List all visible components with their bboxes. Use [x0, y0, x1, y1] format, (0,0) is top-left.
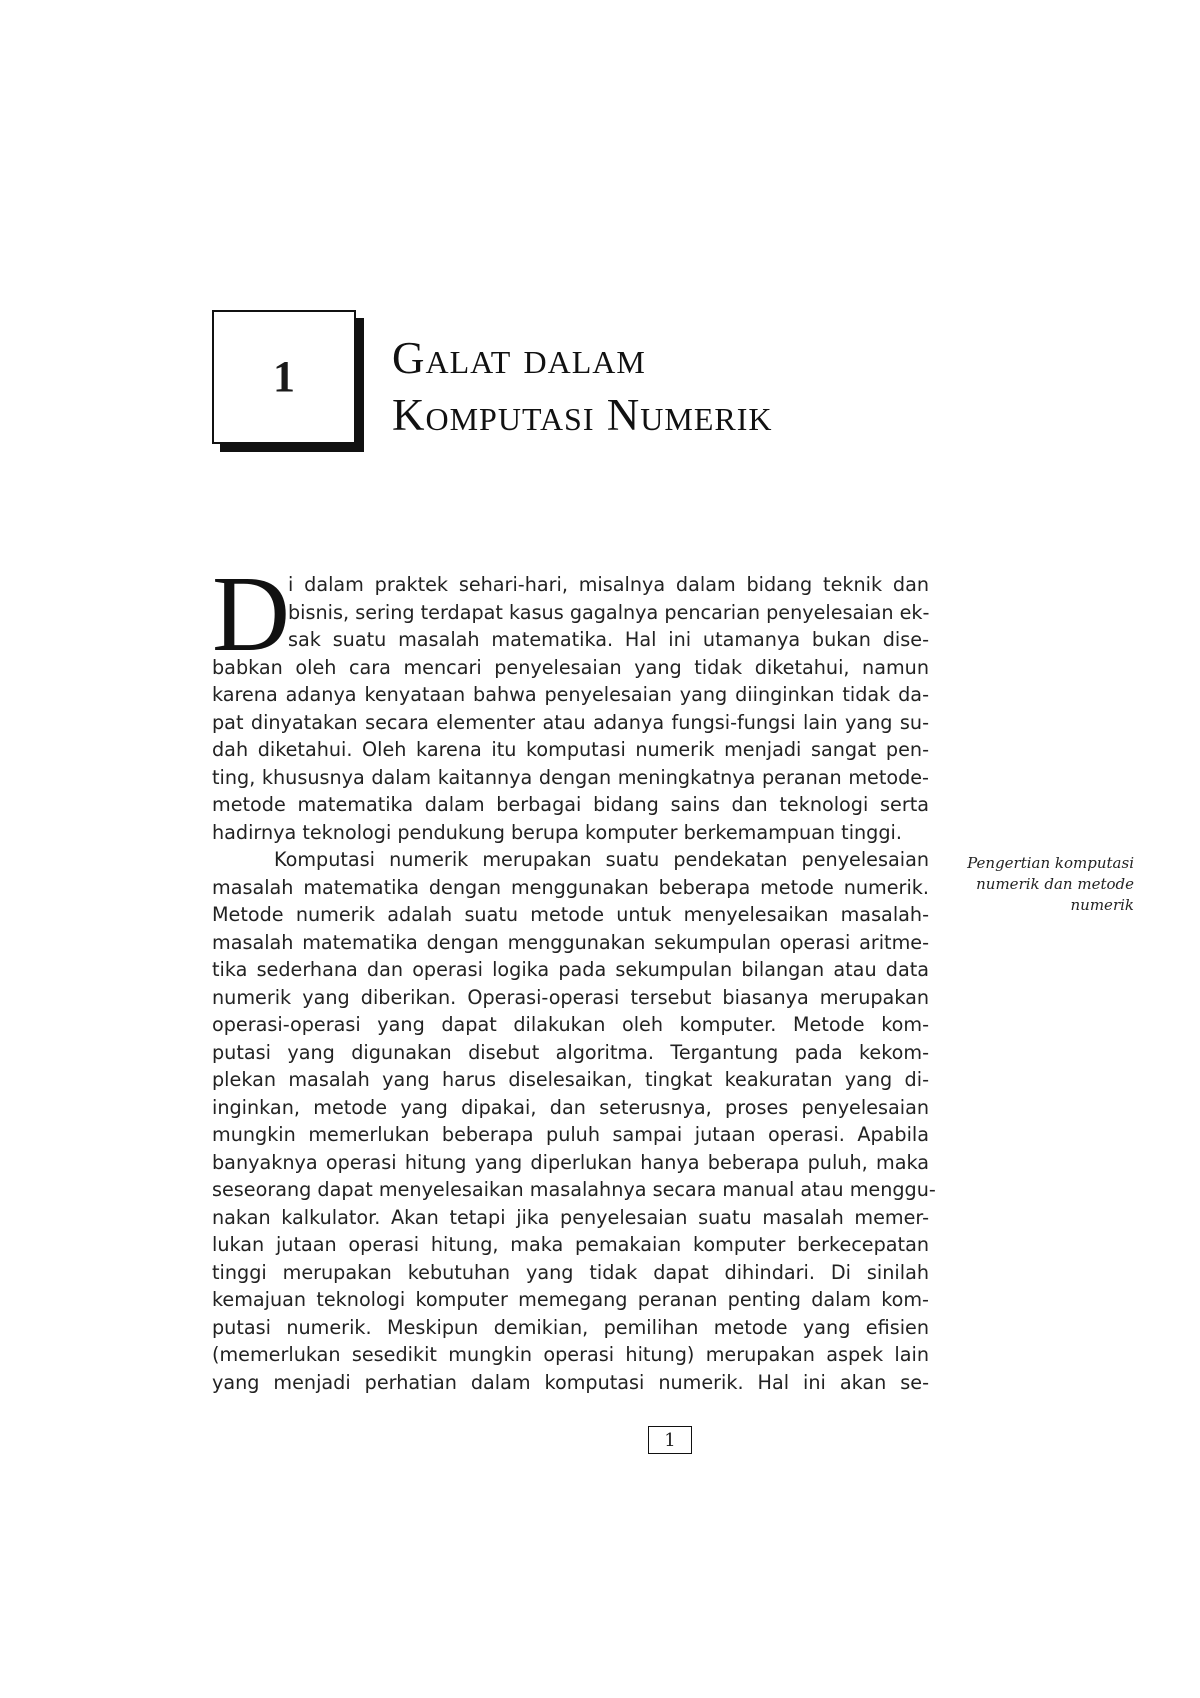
body-line: yang menjadi perhatian dalam komputasi numerik. Hal ini akan se- [212, 1370, 929, 1394]
chapter-number: 1 [273, 352, 295, 401]
page-number: 1 [648, 1426, 692, 1454]
body-line: pat dinyatakan secara elementer atau adanya fungsi-fungsi lain yang su- [212, 710, 929, 734]
body-line: seseorang dapat menyelesaikan masalahnya secara manual atau menggu- [212, 1178, 936, 1201]
body-line: hadirnya teknologi pendukung berupa komputer berkemampuan tinggi. [212, 820, 902, 844]
body-line: metode matematika dalam berbagai bidang sains dan teknologi serta [212, 793, 929, 816]
chapter-title-line: Galat dalam [392, 333, 646, 383]
body-line: masalah matematika dengan menggunakan sekumpulan operasi aritme- [212, 930, 929, 954]
body-line: ting, khususnya dalam kaitannya dengan meningkatnya peranan metode- [212, 765, 929, 789]
chapter-title-line: Komputasi Numerik [392, 390, 773, 440]
body-line: tinggi merupakan kebutuhan yang tidak dapat dihindari. Di sinilah [212, 1260, 929, 1284]
body-line: mungkin memerlukan beberapa puluh sampai jutaan operasi. Apabila [212, 1123, 929, 1146]
body-line: sak suatu masalah matematika. Hal ini utamanya bukan dise- [288, 628, 929, 651]
body-line: operasi-operasi yang dapat dilakukan oleh komputer. Metode kom- [212, 1013, 929, 1036]
body-line: i dalam praktek sehari-hari, misalnya dalam bidang teknik dan [288, 573, 929, 596]
body-line: bisnis, sering terdapat kasus gagalnya pencarian penyelesaian ek- [288, 600, 930, 624]
body-line: karena adanya kenyataan bahwa penyelesaian yang diinginkan tidak da- [212, 683, 929, 706]
chapter-title [392, 330, 772, 444]
body-line: putasi numerik. Meskipun demikian, pemilihan metode yang efisien [212, 1315, 929, 1339]
body-line: putasi yang digunakan disebut algoritma. Tergantung pada kekom- [212, 1040, 929, 1064]
margin-note-line: numerik [1070, 896, 1134, 914]
body-line: kemajuan teknologi komputer memegang peranan penting dalam kom- [212, 1288, 929, 1311]
body-line: babkan oleh cara mencari penyelesaian yang tidak diketahui, namun [212, 655, 929, 679]
margin-note-line: numerik dan metode [976, 875, 1134, 893]
body-line: banyaknya operasi hitung yang diperlukan hanya beberapa puluh, maka [212, 1150, 929, 1174]
body-line: numerik yang diberikan. Operasi-operasi tersebut biasanya merupakan [212, 985, 929, 1009]
body-line: Komputasi numerik merupakan suatu pendekatan penyelesaian [274, 848, 929, 871]
drop-cap: D [212, 555, 290, 674]
body-line: tika sederhana dan operasi logika pada sekumpulan bilangan atau data [212, 958, 929, 981]
body-text [212, 555, 936, 1396]
body-line: (memerlukan sesedikit mungkin operasi hitung) merupakan aspek lain [212, 1343, 929, 1366]
body-line: nakan kalkulator. Akan tetapi jika penyelesaian suatu masalah memer- [212, 1205, 929, 1229]
margin-note-line: Pengertian komputasi [967, 854, 1134, 872]
body-line: Metode numerik adalah suatu metode untuk menyelesaikan masalah- [212, 903, 929, 926]
body-line: masalah matematika dengan menggunakan beberapa metode numerik. [212, 875, 929, 899]
body-line: plekan masalah yang harus diselesaikan, tingkat keakuratan yang di- [212, 1068, 929, 1091]
body-line: dah diketahui. Oleh karena itu komputasi numerik menjadi sangat pen- [212, 738, 929, 761]
body-line: lukan jutaan operasi hitung, maka pemakaian komputer berkecepatan [212, 1233, 929, 1256]
chapter-number-box [212, 310, 356, 444]
margin-note [944, 853, 1134, 916]
body-line: inginkan, metode yang dipakai, dan seterusnya, proses penyelesaian [212, 1095, 929, 1119]
